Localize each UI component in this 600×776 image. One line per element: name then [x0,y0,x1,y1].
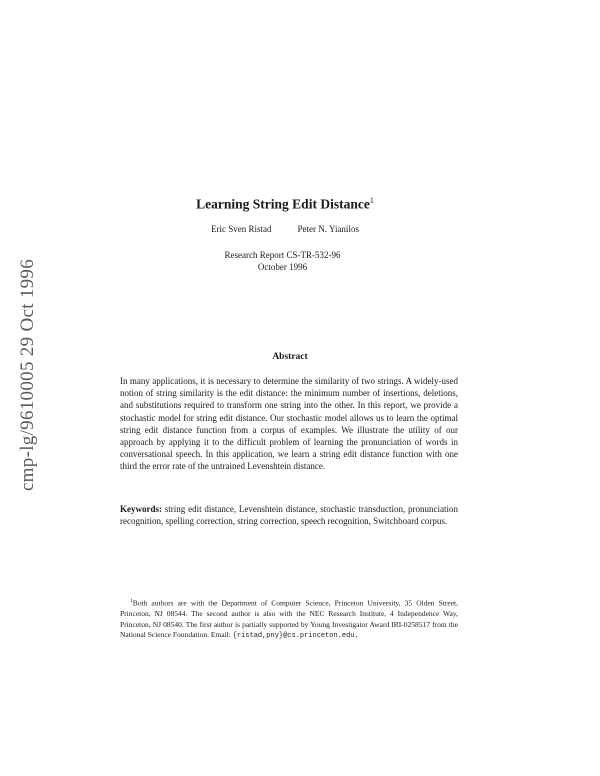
keywords-paragraph [120,503,458,527]
title-footnote-mark: 1 [369,196,374,205]
footnote-mark: 1 [130,598,133,604]
footnote [120,596,458,642]
abstract-text: In many applications, it is necessary to determine the similarity of two strings. A widely-used notion of string similarity is the edit distance: the minimum number of insertions, deletions, and substitutions required to transform one string into the other. In this report, we provide a stochastic model for string edit distance. Our stochastic model allows us to learn the optimal string edit distance function from a corpus of examples. We illustrate the utility of our approach by applying it to the difficult problem of learning the pronunciation of words in conversational speech. In this application, we learn a string edit distance function with one third the error rate of the untrained Levenshtein distance. [120,376,458,472]
report-date: October 1996 [257,262,308,272]
author-list [0,224,570,234]
footnote-text: Both authors are with the Department of Computer Science, Princeton University, 35 Olden Street, Princeton, NJ 08544. The second author is also with the NEC Research Institute, 4 Independence Way, Princeton, NJ 08540. The first author is partially supported by Young Investigator Award IRI-0258517 from the National Science Foundation. Email: [120,598,458,640]
author-email: {ristad,pny}@cs.princeton.edu. [232,632,359,641]
keywords-label: Keywords: [120,504,162,514]
arxiv-identifier-stamp [8,235,48,515]
abstract-heading: Abstract [272,352,308,362]
arxiv-identifier-text: cmp-lg/9610005 29 Oct 1996 [17,258,38,492]
report-info [0,249,565,273]
paper-title [0,196,570,213]
author-name: Peter N. Yianilos [297,224,359,234]
report-number: Research Report CS-TR-532-96 [224,250,341,260]
author-name: Eric Sven Ristad [211,224,272,234]
paper-title-text: Learning String Edit Distance [196,196,370,212]
keywords-text: string edit distance, Levenshtein distance, stochastic transduction, pronunciation recognition, spelling correction, string correction, speech recognition, Switchboard corpus. [120,504,458,527]
